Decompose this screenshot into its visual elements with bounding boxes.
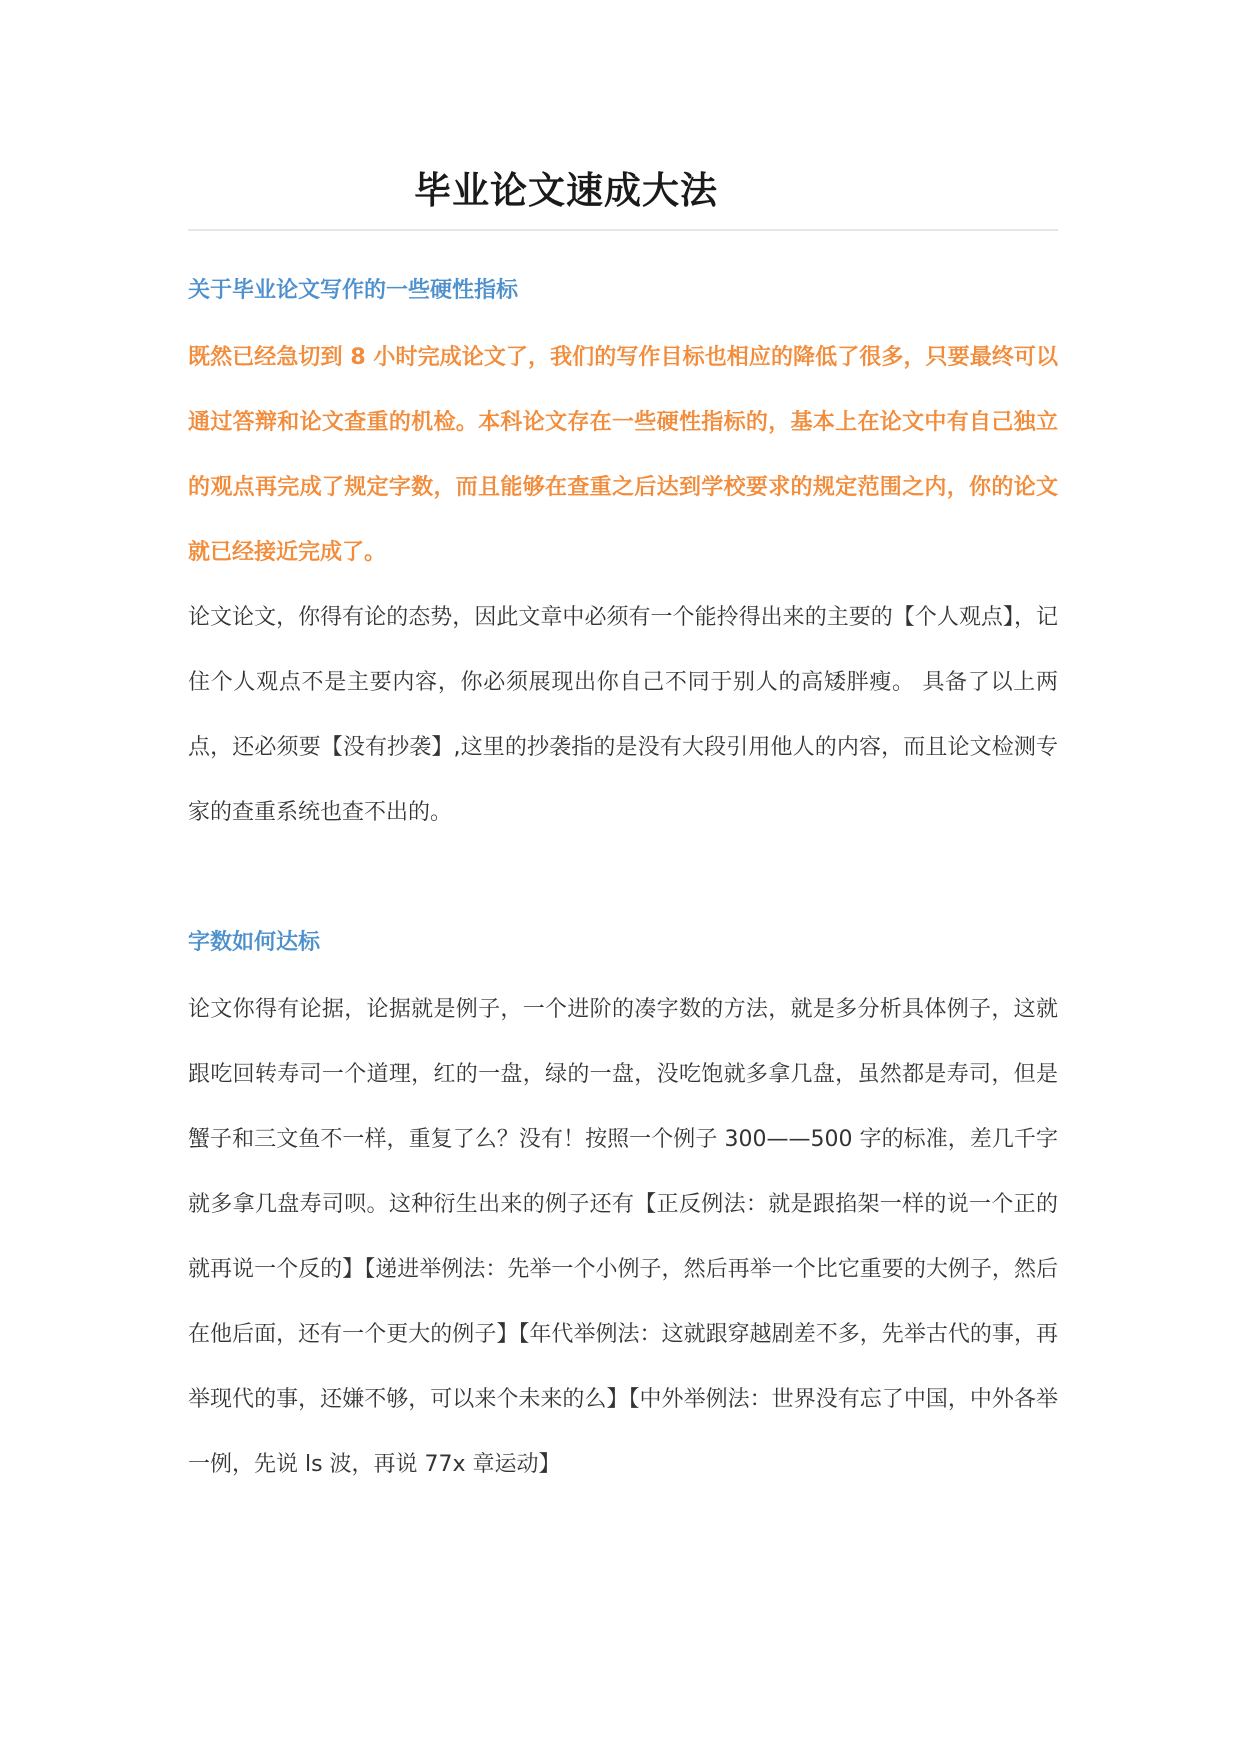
body-paragraph-examples: 论文你得有论据，论据就是例子，一个进阶的凑字数的方法，就是多分析具体例子，这就跟吃回转寿司一个道理，红的一盘，绿的一盘，没吃饱就多拿几盘，虽然都是寿司，但是蟹子和三文鱼不一样，重复了么？没有！按照一个例子 300——500 字的标准，差几千字就多拿几盘寿司呗。这种衍生出来的例子还有【正反例法：就是跟掐架一样的说一个正的就再说一个反的】【递进举例法：先举一个小例子，然后再举一个比它重要的大例子，然后在他后面，还有一个更大的例子】【年代举例法：这就跟穿越剧差不多，先举古代的事，再举现代的事，还嫌不够，可以来个未来的么】【中外举例法：世界没有忘了中国，中外各举一例，先说 ls 波，再说 77x 章运动】 (188, 997, 1058, 1477)
section-heading-word-count: 字数如何达标 (188, 930, 321, 955)
document-title: 毕业论文速成大法 (414, 169, 718, 212)
body-paragraph-viewpoint: 论文论文，你得有论的态势，因此文章中必须有一个能拎得出来的主要的【个人观点】，记住个人观点不是主要内容，你必须展现出你自己不同于别人的高矮胖瘦。 具备了以上两点，还必须要【没有抄袭】,这里的抄袭指的是没有大段引用他人的内容，而且论文检测专家的查重系统也查不出的。 (188, 605, 1058, 825)
section-heading-hard-requirements: 关于毕业论文写作的一些硬性指标 (188, 278, 519, 303)
highlight-paragraph: 既然已经急切到 8 小时完成论文了，我们的写作目标也相应的降低了很多，只要最终可以通过答辩和论文查重的机检。本科论文存在一些硬性指标的，基本上在论文中有自己独立的观点再完成了规定字数，而且能够在查重之后达到学校要求的规定范围之内，你的论文就已经接近完成了。 (188, 345, 1058, 565)
title-divider (188, 229, 1058, 231)
